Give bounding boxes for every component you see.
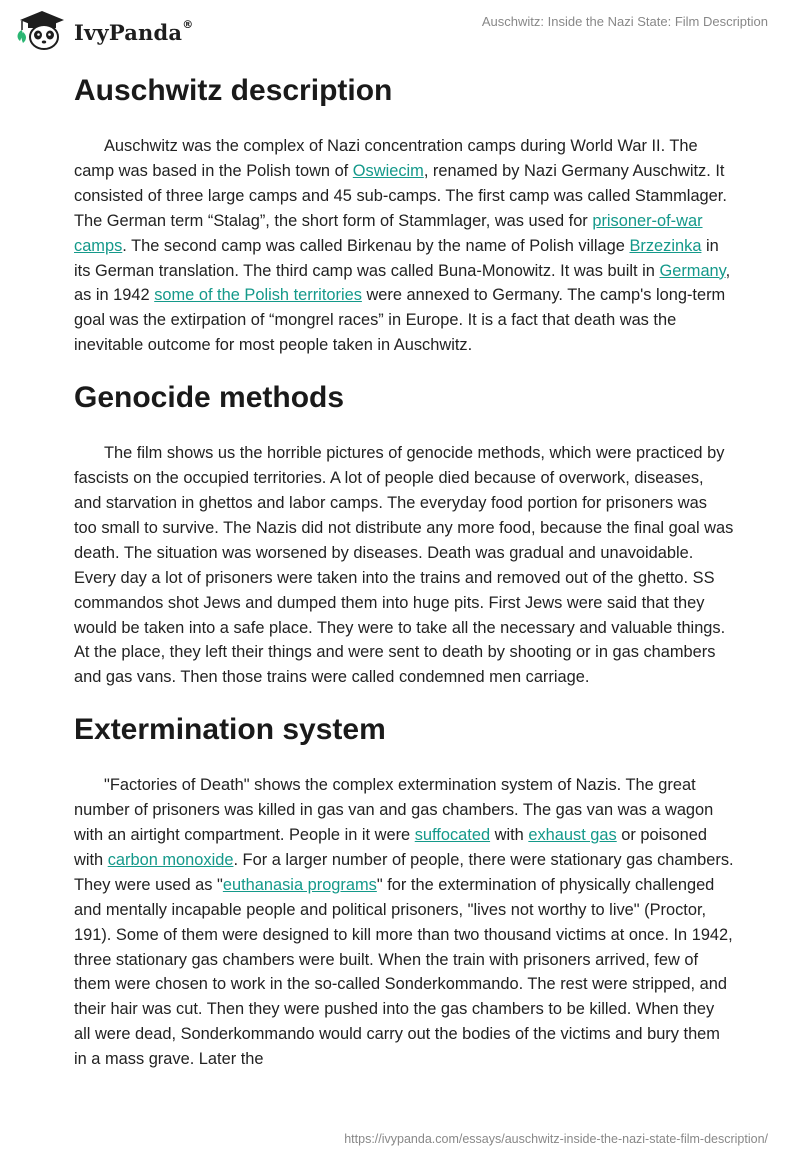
section-paragraph <box>74 441 734 690</box>
paragraph-text: . The second camp was called Birkenau by the name of Polish village <box>122 236 630 255</box>
section-heading: Auschwitz description <box>74 74 393 107</box>
page-header <box>0 0 800 70</box>
brand-logo[interactable] <box>14 8 193 52</box>
paragraph-text: or poisoned with <box>74 826 707 869</box>
section-paragraph <box>74 134 734 358</box>
paragraph-text: , as in 1942 <box>74 261 731 305</box>
paragraph-text: "Factories of Death" shows the complex extermination system of Nazis. The great number of prisoners was killed in gas van and gas chambers. The gas van was a wagon with an airtight compartment. People in it were <box>74 776 714 845</box>
inline-link[interactable]: Oswiecim <box>352 161 424 180</box>
inline-link[interactable]: carbon monoxide <box>107 850 234 869</box>
paragraph-text: Auschwitz was the complex of Nazi concentration camps during World War II. The camp was based in the Polish town of <box>74 137 698 180</box>
paragraph-text: were annexed to Germany. The camp's long-term goal was the extirpation of “mongrel races” in Europe. It is a fact that death was the inevitable outcome for most people taken in Auschwitz. <box>74 286 726 355</box>
paragraph-text: , renamed by Nazi Germany Auschwitz. It consisted of three large camps and 45 sub-camps. The first camp was called Stammlager. The German term “Stalag”, the short form of Stammlager, was used for <box>74 161 727 230</box>
section-heading: Extermination system <box>74 713 386 747</box>
inline-link[interactable]: Germany <box>659 261 726 280</box>
inline-link[interactable]: prisoner-of-war camps <box>74 211 703 255</box>
inline-link[interactable]: euthanasia programs <box>222 875 377 894</box>
section-heading: Genocide methods <box>74 381 345 415</box>
inline-link[interactable]: some of the Polish territories <box>154 286 362 305</box>
paragraph-text: in its German translation. The third camp was called Buna-Monowitz. It was built in <box>74 236 719 280</box>
section-paragraph <box>74 773 734 1072</box>
inline-link[interactable]: suffocated <box>414 826 491 845</box>
paragraph-text: . For a larger number of people, there were stationary gas chambers. They were used as " <box>74 850 734 894</box>
document-title: Auschwitz: Inside the Nazi State: Film Description <box>481 14 768 29</box>
paragraph-text: " for the extermination of physically challenged and mentally incapable people and political prisoners, "lives not worthy to live" (Proctor, 191). Some of them were designed to kill more than two thousand victims at once. In 1942, three stationary gas chambers were built. When the train with prisoners arrived, few of them were chosen to work in the so-called Sonderkommando. The rest were stripped, and their hair was cut. Then they were pushed into the gas chambers to be killed. When they all were dead, Sonderkommando would carry out the bodies of the victims and bury them in a mass grave. Later the <box>74 875 733 1069</box>
inline-link[interactable]: exhaust gas <box>528 826 617 845</box>
footer-url[interactable]: https://ivypanda.com/essays/auschwitz-inside-the-nazi-state-film-description/ <box>344 1132 768 1146</box>
article-body <box>74 66 734 1072</box>
panda-graduate-icon <box>14 8 70 52</box>
brand-name: IvyPanda® <box>74 17 194 45</box>
paragraph-text: The film shows us the horrible pictures of genocide methods, which were practiced by fascists on the occupied territories. A lot of people died because of overwork, diseases, and starvation in ghettos and labor camps. The everyday food portion for prisoners was too small to survive. The Nazis did not distribute any more food, because the final goal was death. The situation was worsened by diseases. Death was gradual and unavoidable. Every day a lot of prisoners were taken into the trains and removed out of the ghetto. SS commandos shot Jews and dumped them into huge pits. First Jews were said that they would be taken into a safe place. They were to take all the necessary and valuable things. At the place, they left their things and were sent to death by shooting or in gas chambers and gas vans. Then those trains were called condemned men carriage. <box>74 444 734 687</box>
paragraph-text: with <box>490 826 529 845</box>
inline-link[interactable]: Brzezinka <box>629 236 702 255</box>
